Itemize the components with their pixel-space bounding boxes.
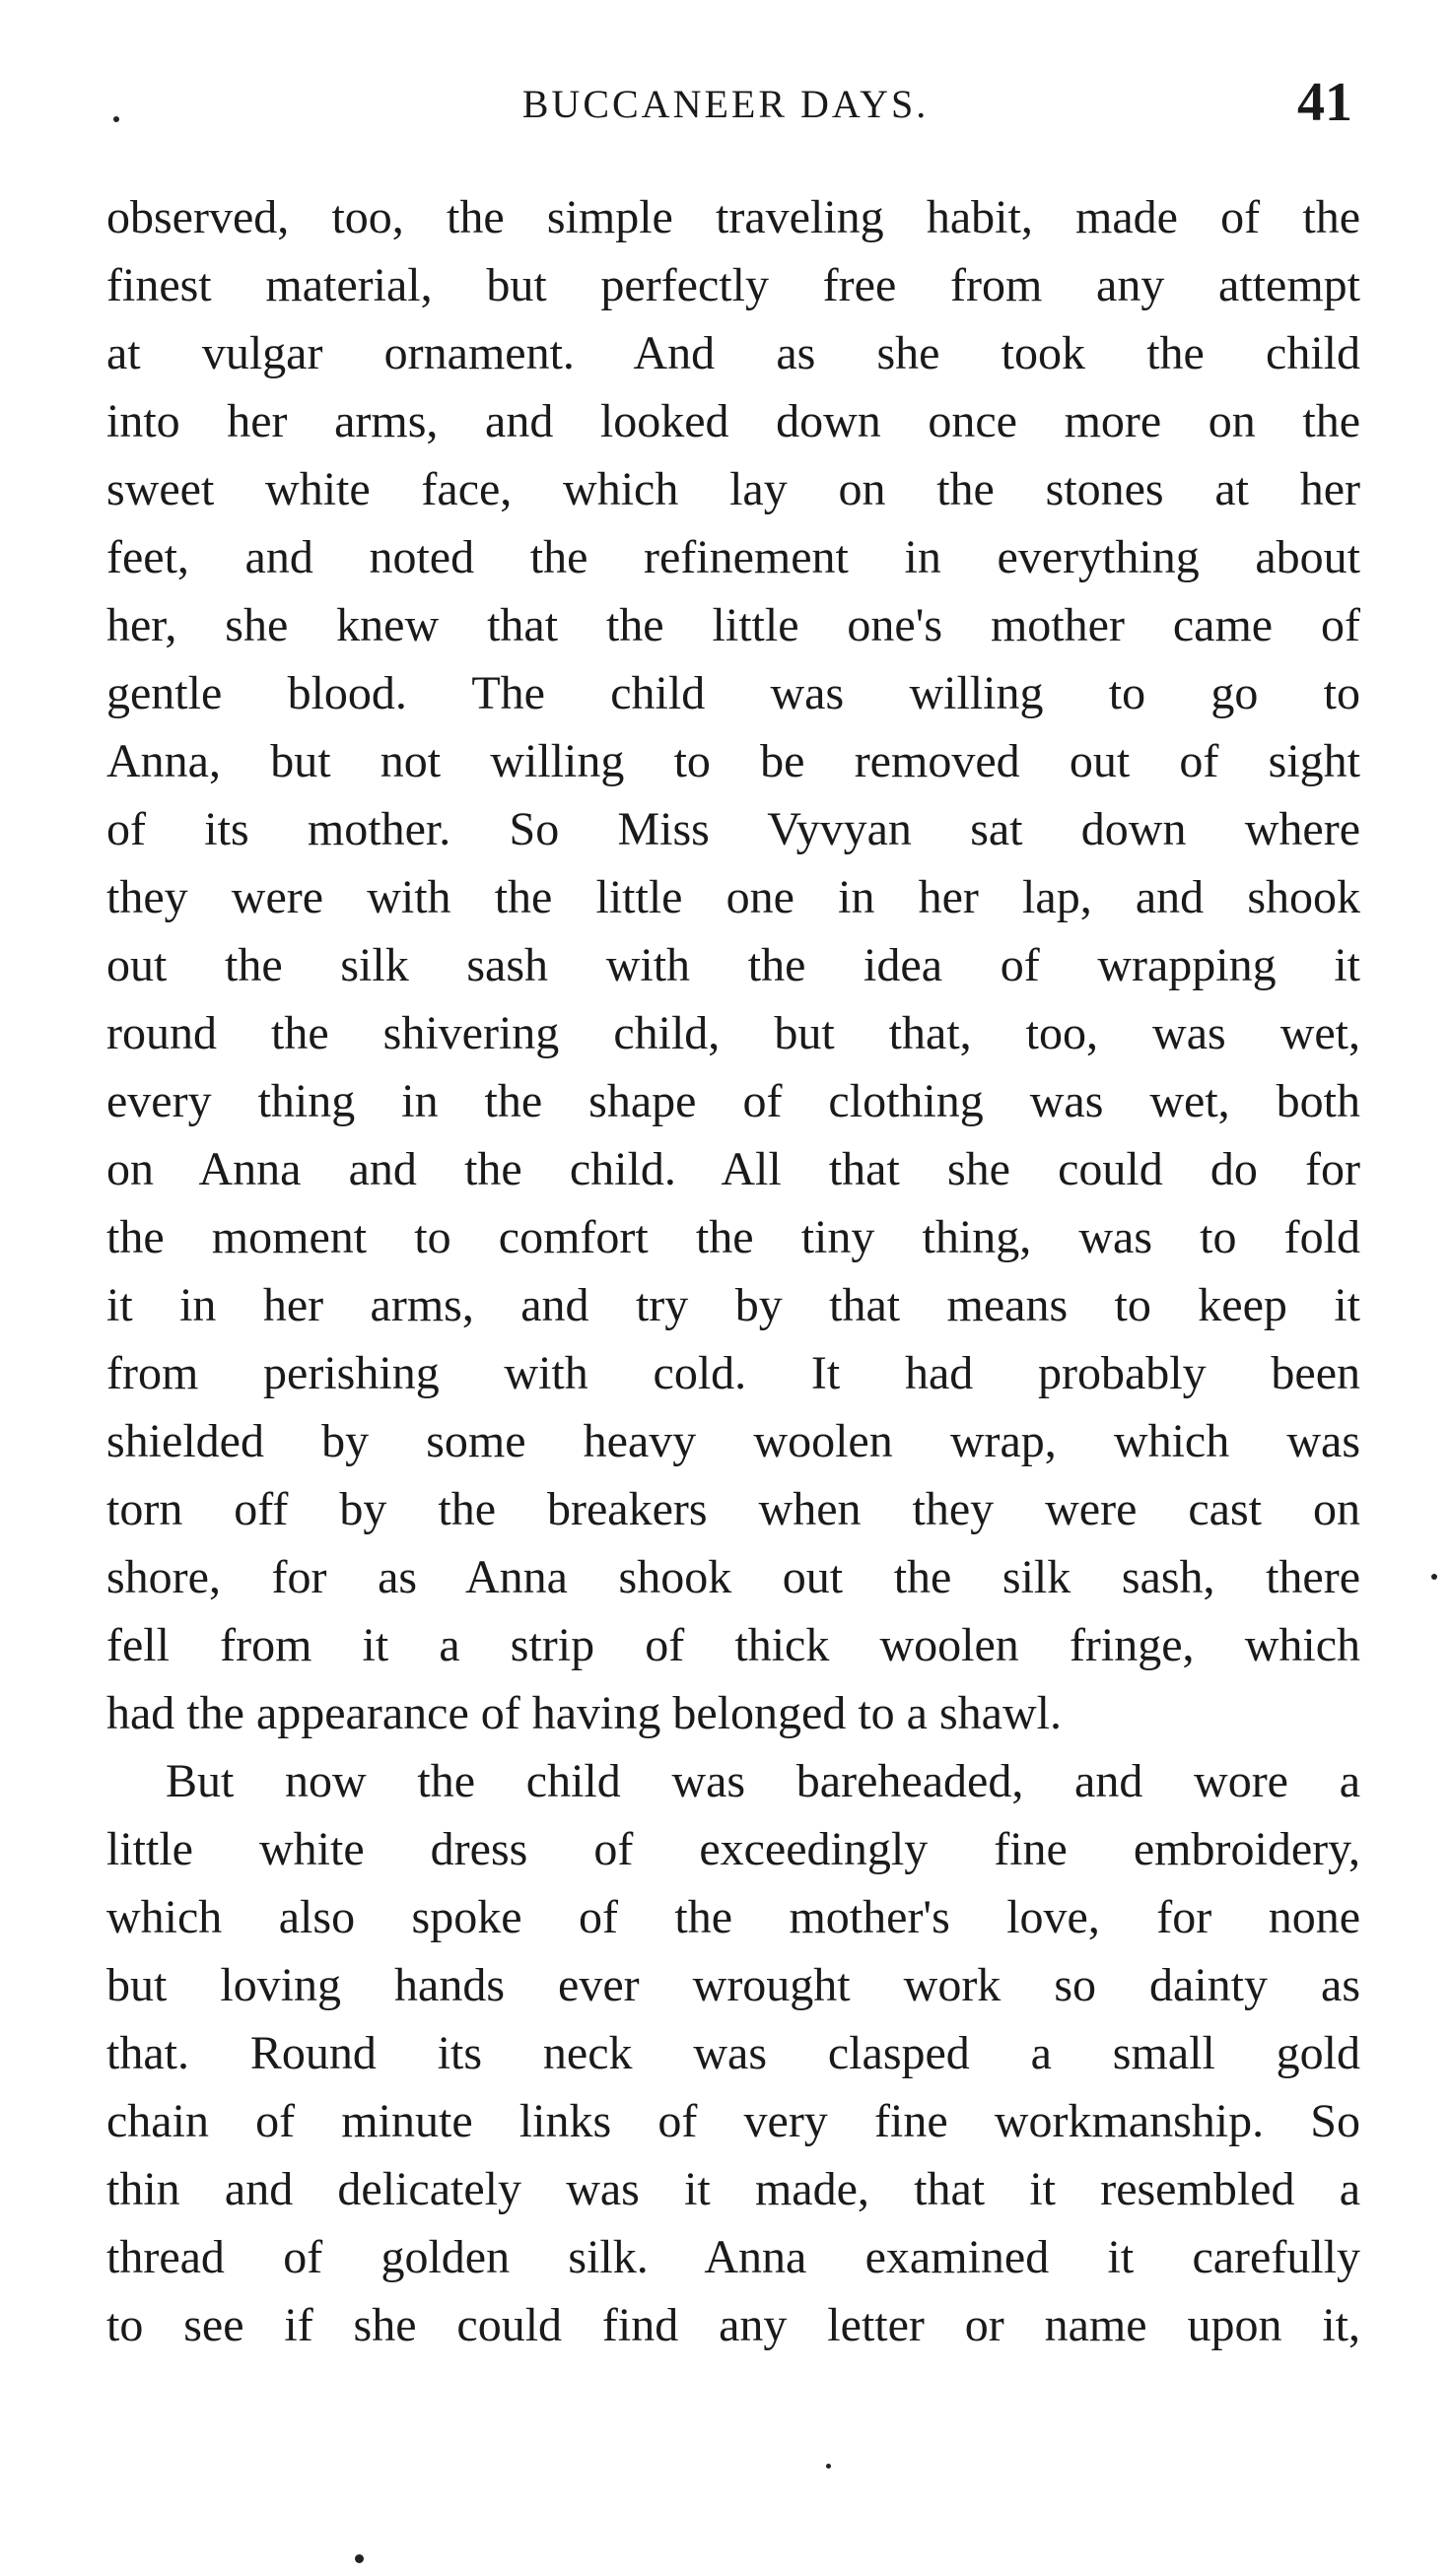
text-line: observed, too, the simple traveling habit, made of the xyxy=(106,191,1360,243)
text-line: the moment to comfort the tiny thing, was to fold xyxy=(106,1211,1360,1263)
scan-speck xyxy=(1431,1574,1437,1580)
text-line: gentle blood. The child was willing to go to xyxy=(106,667,1360,719)
text-line: shielded by some heavy woolen wrap, which was xyxy=(106,1415,1360,1467)
text-line: chain of minute links of very fine workmanship. So xyxy=(106,2095,1360,2147)
text-line: torn off by the breakers when they were cast on xyxy=(106,1483,1360,1535)
text-line: to see if she could find any letter or name upon it, xyxy=(106,2299,1360,2351)
text-line: sweet white face, which lay on the stones at her xyxy=(106,463,1360,515)
text-line: fell from it a strip of thick woolen fringe, which xyxy=(106,1619,1360,1671)
text-line: that. Round its neck was clasped a small gold xyxy=(106,2027,1360,2079)
text-line: finest material, but perfectly free from any attempt xyxy=(106,259,1360,311)
text-line: they were with the little one in her lap, and shook xyxy=(106,871,1360,923)
body-text xyxy=(106,183,1360,2359)
text-line: shore, for as Anna shook out the silk sash, there xyxy=(106,1551,1360,1603)
scan-speck xyxy=(355,2554,364,2563)
scan-speck xyxy=(826,2464,831,2469)
text-line: feet, and noted the refinement in everything about xyxy=(106,531,1360,583)
text-line: thread of golden silk. Anna examined it carefully xyxy=(106,2231,1360,2283)
text-line: had the appearance of having belonged to a shawl. xyxy=(106,1687,1062,1739)
text-line: round the shivering child, but that, too, was wet, xyxy=(106,1007,1360,1059)
text-line: but loving hands ever wrought work so dainty as xyxy=(106,1959,1360,2011)
text-line: into her arms, and looked down once more on the xyxy=(106,395,1360,447)
text-line: But now the child was bareheaded, and wore a xyxy=(166,1755,1360,1807)
scan-speck xyxy=(113,116,119,122)
text-line: out the silk sash with the idea of wrapping it xyxy=(106,939,1360,991)
running-title: BUCCANEER DAYS. xyxy=(521,82,930,126)
text-line: which also spoke of the mother's love, for none xyxy=(106,1891,1360,1943)
page-number: 41 xyxy=(1297,72,1352,133)
text-line: of its mother. So Miss Vyvyan sat down where xyxy=(106,803,1360,855)
text-line: at vulgar ornament. And as she took the child xyxy=(106,327,1360,379)
text-line: every thing in the shape of clothing was wet, both xyxy=(106,1075,1360,1127)
text-line: from perishing with cold. It had probably been xyxy=(106,1347,1360,1399)
text-line: Anna, but not willing to be removed out of sight xyxy=(106,735,1360,787)
text-line: it in her arms, and try by that means to keep it xyxy=(106,1279,1360,1331)
text-line: little white dress of exceedingly fine embroidery, xyxy=(106,1823,1360,1875)
running-head xyxy=(0,71,1451,140)
text-line: thin and delicately was it made, that it resembled a xyxy=(106,2163,1360,2215)
text-line: her, she knew that the little one's mother came of xyxy=(106,599,1360,651)
text-line: on Anna and the child. All that she could do for xyxy=(106,1143,1360,1195)
